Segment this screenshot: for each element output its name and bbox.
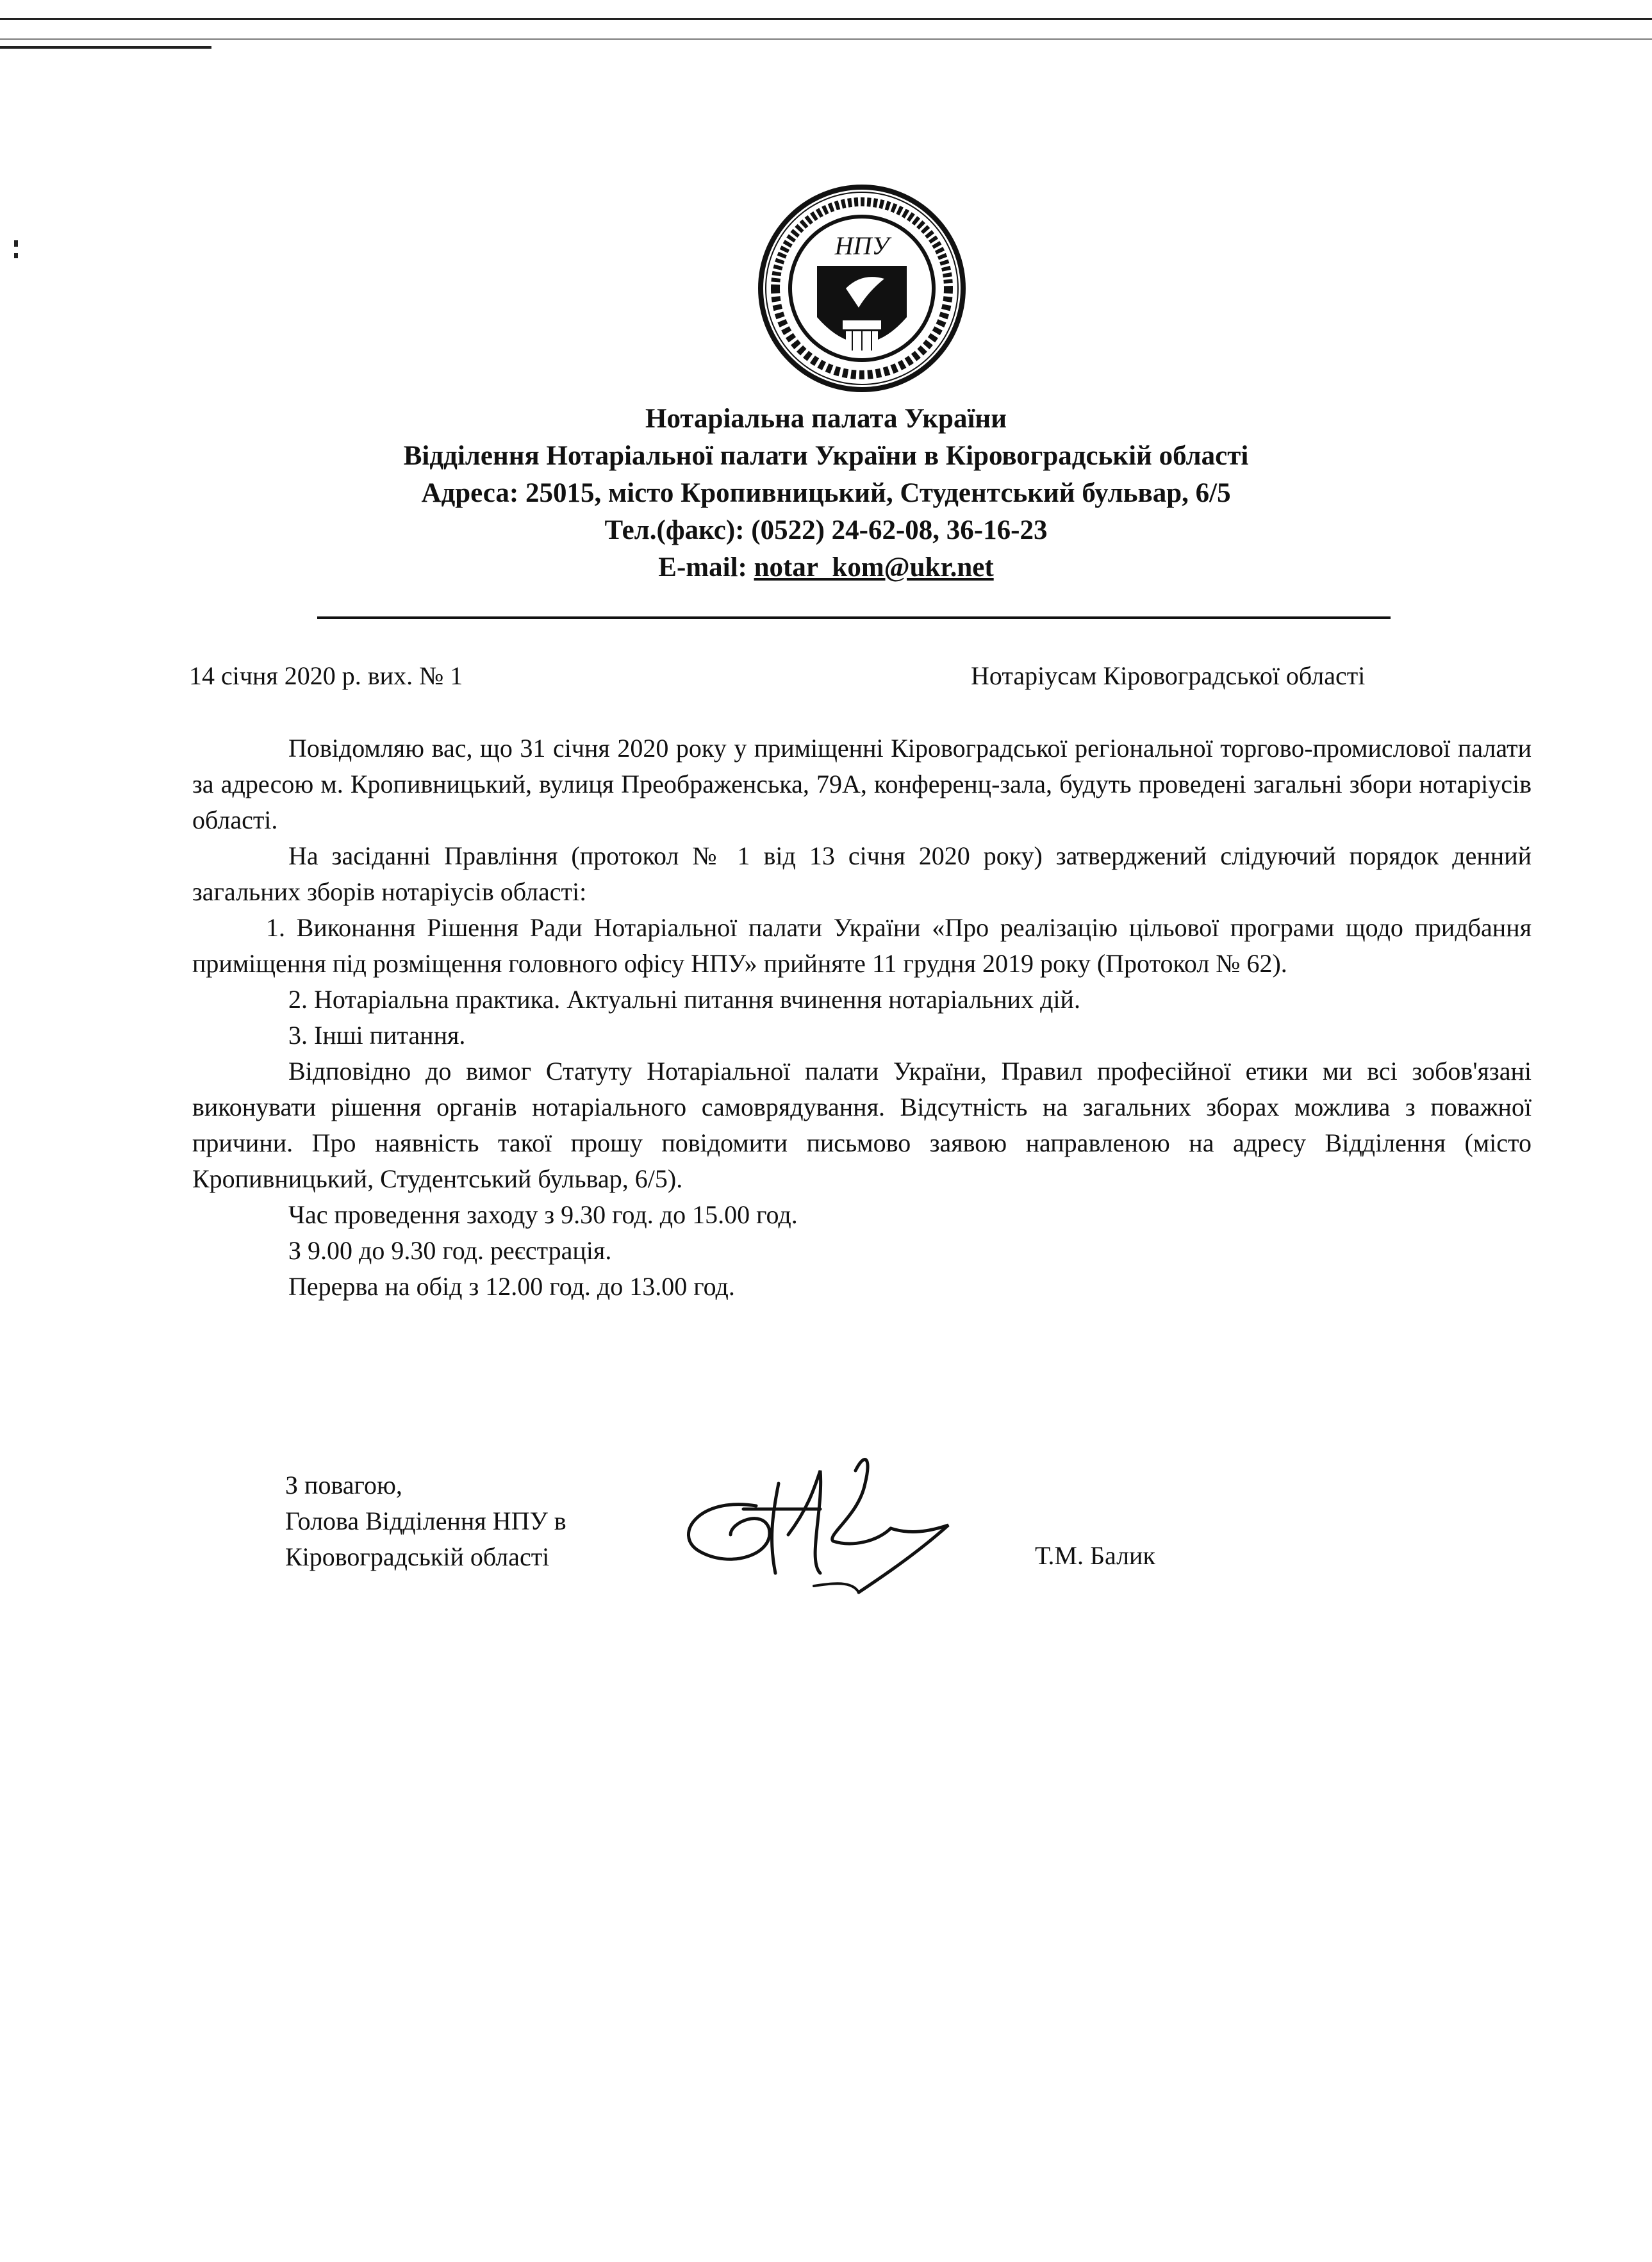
agenda-item: 1. Виконання Рішення Ради Нотаріальної палати України «Про реалізацію цільової програми щодо придбання приміщення під розміщення головного офісу НПУ» прийняте 11 грудня 2019 року (Протокол № 62).	[192, 913, 1532, 978]
notary-chamber-seal-icon	[756, 183, 968, 394]
signer-title-line2: Кіровоградській області	[285, 1542, 550, 1571]
scan-mark	[14, 240, 18, 247]
date-number: 14 січня 2020 р. вих. № 1	[189, 661, 463, 690]
email-label: E-mail:	[658, 552, 754, 582]
scan-mark	[14, 253, 18, 258]
address: Адреса: 25015, місто Кропивницький, Студентський бульвар, 6/5	[421, 478, 1231, 508]
registration-time: З 9.00 до 9.30 год. реєстрація.	[288, 1236, 612, 1265]
paragraph-obligation: Відповідно до вимог Статуту Нотаріальної палати України, Правил професійної етики ми всі зобов'язані виконувати рішення органів нотаріального самоврядування. Відсутність на загальних зборах можлива з поважної причини. Про наявність такої прошу повідомити письмово заявою направленою на адресу Відділення (місто Кропивницький, Студентський бульвар, 6/5).	[192, 1057, 1532, 1193]
paragraph-agenda-intro: На засіданні Правління (протокол № 1 від 13 січня 2020 року) затверджений слідуючий порядок денний загальних зборів нотаріусів області:	[192, 841, 1532, 906]
scan-edge-line	[0, 46, 211, 49]
signer-name: Т.М. Балик	[1035, 1541, 1155, 1570]
letter-body	[192, 731, 1532, 1305]
signer-title-line1: Голова Відділення НПУ в	[285, 1507, 566, 1535]
seal-monogram: НПУ	[834, 231, 889, 260]
recipient: Нотаріусам Кіровоградської області	[971, 661, 1366, 690]
signature-block	[285, 1467, 566, 1575]
event-time: Час проведення заходу з 9.30 год. до 15.00 год.	[288, 1200, 798, 1229]
org-name: Нотаріальна палата України	[645, 404, 1007, 434]
closing: З повагою,	[285, 1471, 402, 1499]
agenda-item: 3. Інші питання.	[288, 1021, 466, 1050]
handwritten-signature-icon	[660, 1445, 980, 1612]
agenda-item: 2. Нотаріальна практика. Актуальні питання вчинення нотаріальних дій.	[288, 985, 1080, 1014]
email-line	[0, 549, 1652, 586]
scan-edge-line	[0, 38, 1652, 40]
branch-name: Відділення Нотаріальної палати України в Кіровоградській області	[403, 441, 1249, 471]
phone: Тел.(факс): (0522) 24-62-08, 36-16-23	[604, 515, 1048, 545]
email-link[interactable]: notar_kom@ukr.net	[754, 552, 994, 582]
lunch-break: Перерва на обід з 12.00 год. до 13.00 год.	[288, 1272, 735, 1301]
header-divider	[317, 616, 1391, 619]
scan-edge-line	[0, 18, 1652, 20]
paragraph-announcement: Повідомляю вас, що 31 січня 2020 року у приміщенні Кіровоградської регіональної торгово-промислової палати за адресою м. Кропивницький, вулиця Преображенська, 79А, конференц-зала, будуть проведені загальні збори нотаріусів області.	[192, 734, 1532, 834]
